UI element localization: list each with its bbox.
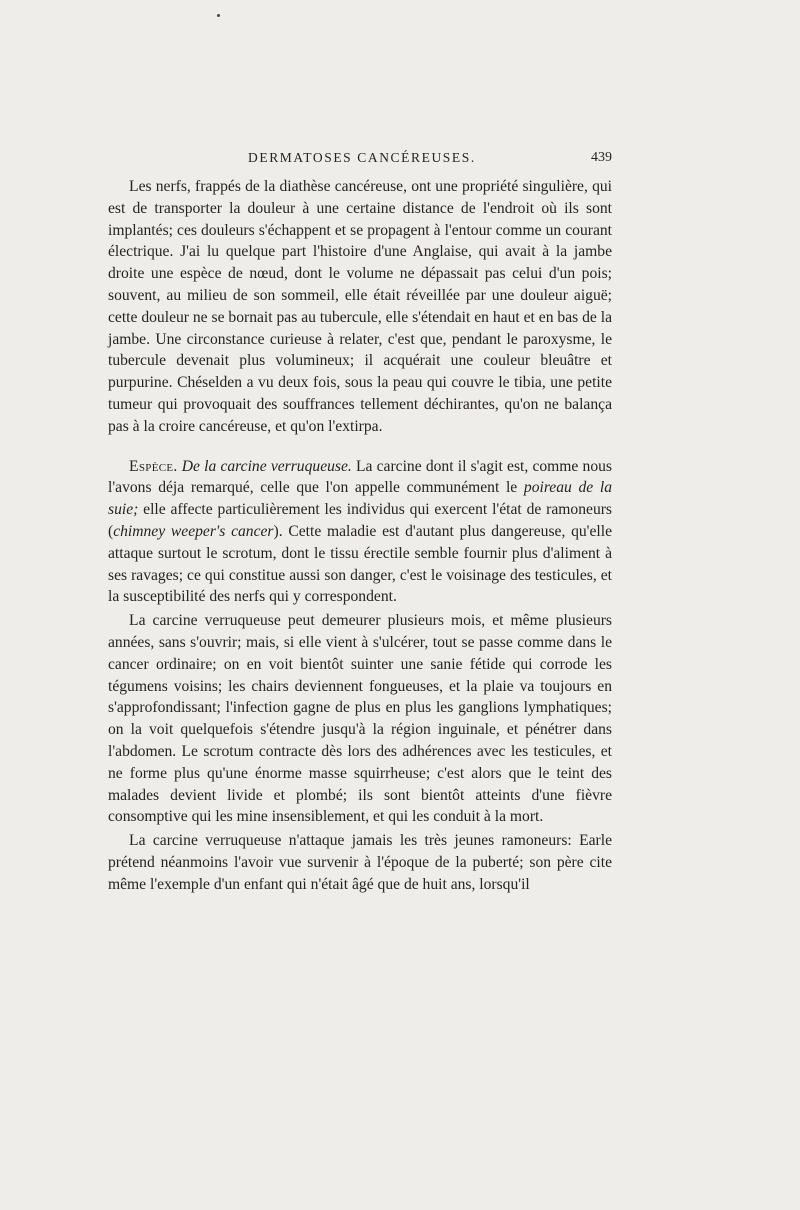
- page-header: [108, 150, 612, 170]
- running-title: DERMATOSES CANCÉREUSES.: [248, 150, 476, 165]
- paragraph-young-sweeps: La carcine verruqueuse n'attaque jamais les très jeunes ramoneurs: Earle prétend néanmoins l'avoir vue survenir à l'époque de la puberté; son père cite même l'exemple d'un enfant qui n'était âgé que de huit ans, lorsqu'il: [108, 832, 612, 893]
- species-text-2: elle affecte particulièrement les individus qui exercent l'état de ramoneurs (: [108, 501, 612, 540]
- species-italic-2: chimney weeper's cancer: [113, 522, 274, 540]
- species-text-1: La carcine dont il s'agit est, comme nous l'avons déja remarqué, celle que l'on appelle communément le: [108, 457, 612, 497]
- species-title: De la carcine verruqueuse.: [181, 457, 352, 475]
- species-text-3: ). Cette maladie est d'autant plus dangereuse, qu'elle attaque surtout le scrotum, dont le tissu érectile semble fournir plus d'aliment à ses ravages; ce qui constitue aussi son danger, c'est le voisinage des testicules, et la susceptibilité des nerfs qui y correspondent.: [108, 522, 612, 606]
- paragraph-ulceration: La carcine verruqueuse peut demeurer plusieurs mois, et même plusieurs années, sans s'ouvrir; mais, si elle vient à s'ulcérer, tout se passe comme dans le cancer ordinaire; on en voit bientôt suinter une sanie fétide qui corrode les tégumens voisins; les chairs deviennent fongueuses, et la plaie va toujours en s'approfondissant; l'infection gagne de plus en plus les ganglions lymphatiques; on la voit quelquefois s'étendre jusqu'à la région inguinale, et pénétrer dans l'abdomen. Le scrotum contracte dès lors des adhérences avec les testicules, et ne forme plus qu'une énorme masse squirrheuse; c'est alors que le teint des malades devient livide et plombé; ils sont bientôt atteints d'une fièvre consomptive qui les mine insensiblement, et qui les conduit à la mort.: [108, 612, 612, 826]
- page-number: 439: [591, 150, 612, 165]
- ink-speck: [217, 14, 220, 17]
- paragraph-nerves: Les nerfs, frappés de la diathèse cancéreuse, ont une propriété singulière, qui est de transporter la douleur à une certaine distance de l'endroit où ils sont implantés; ces douleurs s'échappent et se propagent à l'entour comme un courant électrique. J'ai lu quelque part l'histoire d'une Anglaise, qui avait à la jambe droite une espèce de nœud, dont le volume ne dépassait pas celui d'un pois; souvent, au milieu de son sommeil, elle était réveillée par une douleur aiguë; cette douleur ne se bornait pas au tubercule, elle s'étendait en haut et en bas de la jambe. Une circonstance curieuse à relater, c'est que, pendant le paroxysme, le tubercule devenait plus volumineux; il acquérait une couleur bleuâtre et purpurine. Chéselden a vu deux fois, sous la peau qui couvre le tibia, une petite tumeur qui provoquait des souffrances tellement déchirantes, qu'on ne balança pas à la croire cancéreuse, et qu'on l'extirpa.: [108, 178, 612, 435]
- paragraph-species: [108, 456, 612, 609]
- species-italic-1: poireau de la suie;: [108, 479, 612, 519]
- body-text: [108, 176, 612, 898]
- species-label: Espèce.: [129, 457, 178, 475]
